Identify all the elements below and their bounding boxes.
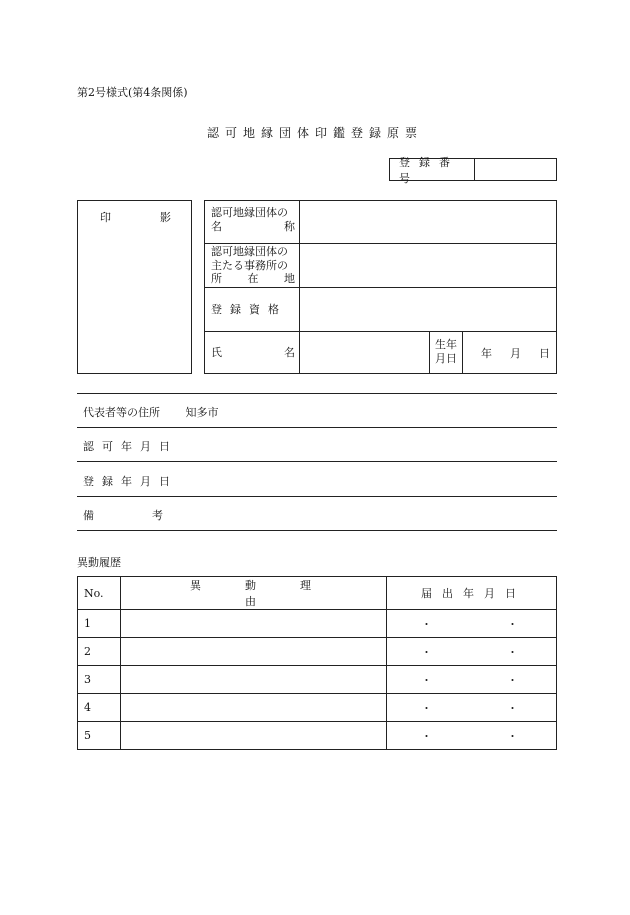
group-office-label-line-1: 認可地縁団体の <box>211 245 288 258</box>
page-title: 認可地縁団体印鑑登録原票 <box>206 126 423 140</box>
birth-date-day: 日 <box>539 347 550 360</box>
form-number: 第2号様式(第4条関係) <box>77 86 188 99</box>
history-header-reason: 異動理由 <box>120 577 386 610</box>
group-qualification-label <box>205 288 300 331</box>
history-row-reason[interactable] <box>120 666 386 694</box>
group-name-label <box>205 201 300 243</box>
representative-address-label: 代表者等の住所 <box>83 406 160 419</box>
approval-date-label: 認可年月日 <box>83 440 178 453</box>
group-office-label <box>205 244 300 287</box>
table-row <box>78 638 557 666</box>
history-row-reason[interactable] <box>120 694 386 722</box>
divider <box>77 530 557 531</box>
history-title: 異動履歴 <box>77 556 121 569</box>
group-person-label-char-2: 名 <box>284 346 295 360</box>
divider <box>77 496 557 497</box>
birth-date-month: 月 <box>510 347 521 360</box>
registration-number-label: 登録番号 <box>390 159 475 180</box>
remarks-label-char-1: 備 <box>83 509 94 522</box>
birth-date-label-line-1: 生年 <box>435 338 457 351</box>
history-row-no: 4 <box>78 694 121 722</box>
seal-impression-box <box>77 200 192 374</box>
history-row-no: 2 <box>78 638 121 666</box>
group-qualification-text: 登録資格 <box>211 302 287 316</box>
group-office-label-line-3 <box>211 272 295 286</box>
group-office-label-char-3: 地 <box>284 272 295 285</box>
seal-label-char-1: 印 <box>100 211 111 224</box>
history-row-no: 1 <box>78 610 121 638</box>
group-person-label <box>205 332 300 374</box>
history-row-reason[interactable] <box>120 638 386 666</box>
birth-date-year: 年 <box>481 347 492 360</box>
registration-number-box <box>389 155 557 185</box>
table-row <box>78 666 557 694</box>
representative-address-row <box>83 404 219 420</box>
registration-date-label: 登録年月日 <box>83 475 178 488</box>
group-qualification-row <box>205 288 556 332</box>
remarks-label <box>83 507 163 523</box>
birth-date-field[interactable] <box>463 332 556 374</box>
registration-number-value[interactable] <box>475 159 556 180</box>
seal-impression-label <box>78 209 191 225</box>
divider <box>77 461 557 462</box>
group-office-label-char-1: 所 <box>211 272 222 285</box>
table-row <box>78 722 557 750</box>
group-name-label-line-2 <box>211 220 295 234</box>
history-header-date: 届出年月日 <box>387 577 557 610</box>
history-row-reason[interactable] <box>120 722 386 750</box>
birth-date-label <box>429 332 463 374</box>
group-person-row <box>205 332 556 374</box>
history-row-reason[interactable] <box>120 610 386 638</box>
group-name-label-line-1: 認可地縁団体の <box>211 206 288 219</box>
history-row-no: 3 <box>78 666 121 694</box>
group-name-label-char-1: 名 <box>211 219 222 233</box>
group-name-row <box>205 201 556 244</box>
group-name-label-char-2: 称 <box>284 219 295 233</box>
group-person-label-char-1: 氏 <box>211 346 222 360</box>
history-row-date[interactable]: ・ ・ <box>387 610 557 638</box>
history-header-row <box>78 577 557 610</box>
history-row-date[interactable]: ・ ・ <box>387 666 557 694</box>
birth-date-label-line-2: 月日 <box>435 352 457 365</box>
history-header-no: No. <box>78 577 121 610</box>
history-row-date[interactable]: ・ ・ <box>387 722 557 750</box>
history-row-no: 5 <box>78 722 121 750</box>
group-person-label-spread <box>211 346 295 360</box>
seal-label-char-2: 影 <box>160 211 171 224</box>
group-office-row <box>205 244 556 288</box>
table-row <box>78 694 557 722</box>
history-row-date[interactable]: ・ ・ <box>387 638 557 666</box>
representative-address-value: 知多市 <box>185 406 219 419</box>
history-row-date[interactable]: ・ ・ <box>387 694 557 722</box>
history-table <box>77 576 557 750</box>
group-office-label-char-2: 在 <box>247 272 259 285</box>
group-office-label-line-2: 主たる事務所の <box>211 258 288 272</box>
divider <box>77 427 557 428</box>
table-row <box>78 610 557 638</box>
remarks-label-char-2: 考 <box>152 509 163 522</box>
divider <box>77 393 557 394</box>
group-info-table <box>204 200 557 374</box>
